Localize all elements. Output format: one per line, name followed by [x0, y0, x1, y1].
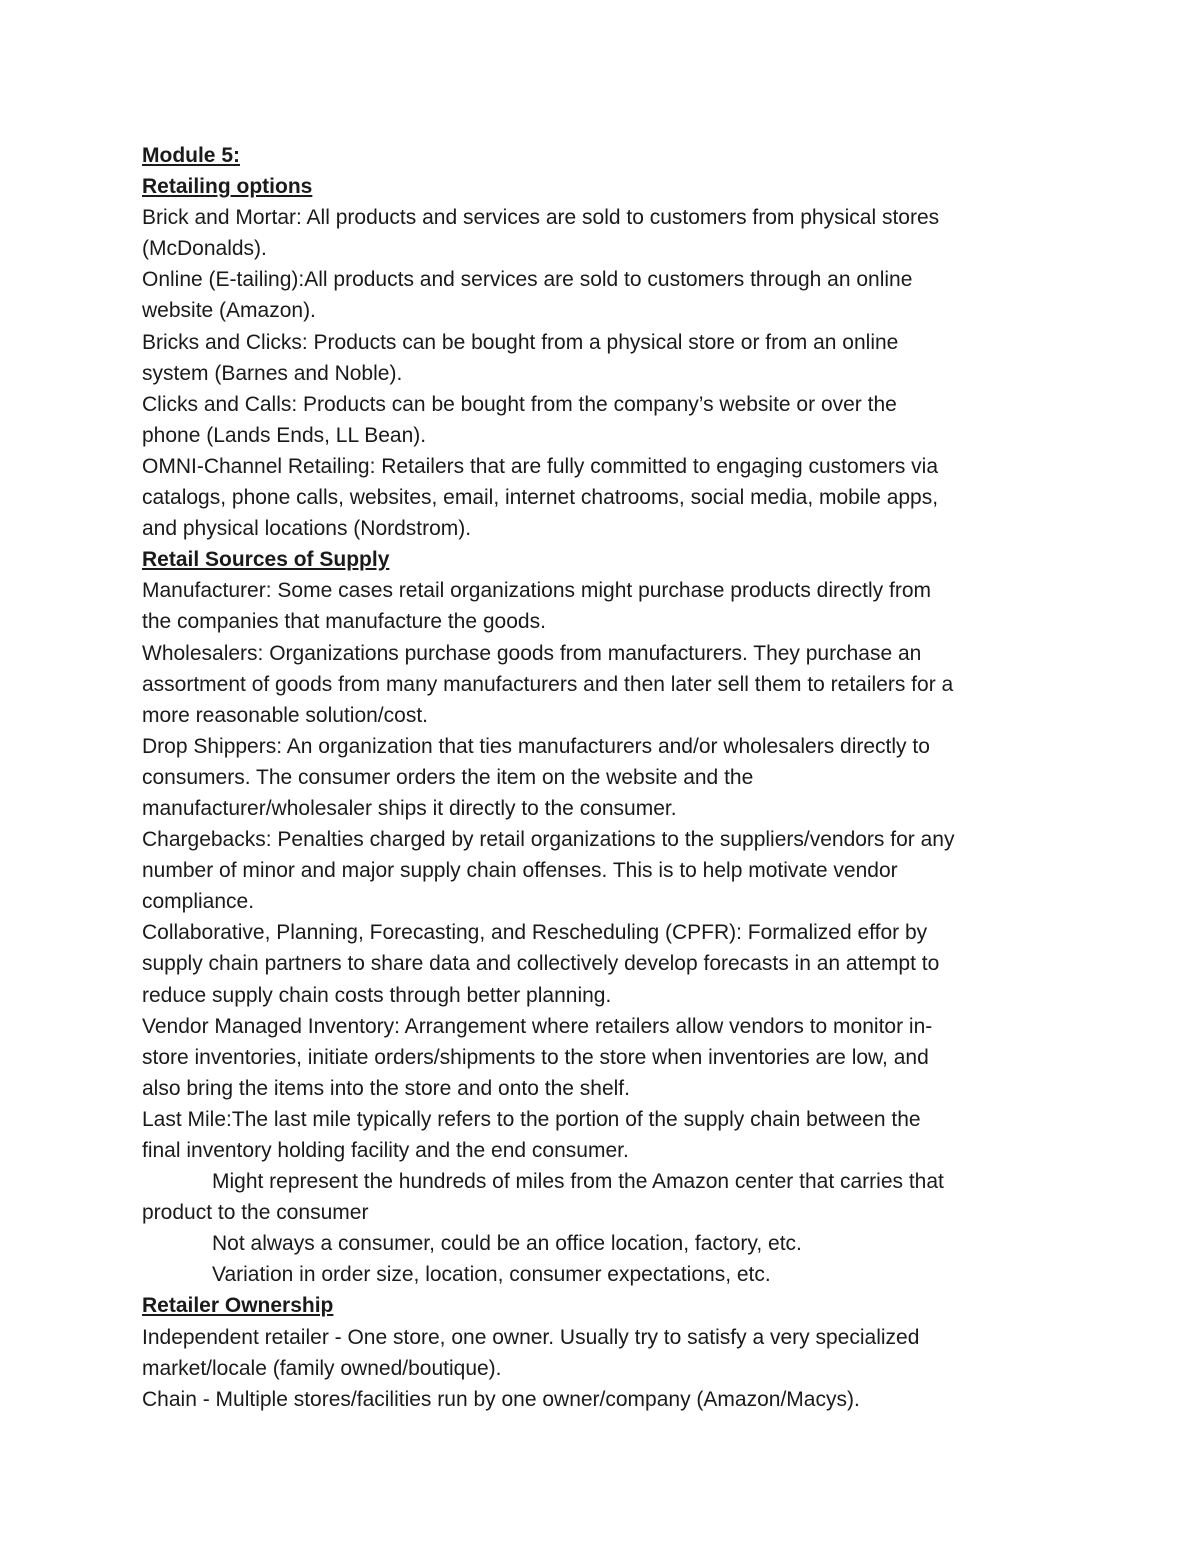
indented-text-line: Not always a consumer, could be an office location, factory, etc. [212, 1232, 802, 1256]
text-line: number of minor and major supply chain offenses. This is to help motivate vendor [142, 859, 898, 883]
text-line: more reasonable solution/cost. [142, 703, 428, 727]
text-line: product to the consumer [142, 1201, 369, 1225]
section-heading-retailer-ownership: Retailer Ownership [142, 1294, 334, 1318]
text-line: Vendor Managed Inventory: Arrangement where retailers allow vendors to monitor in- [142, 1014, 933, 1038]
text-line: assortment of goods from many manufacturers and then later sell them to retailers for a [142, 672, 954, 696]
text-line: Chargebacks: Penalties charged by retail organizations to the suppliers/vendors for any [142, 828, 955, 852]
text-line: Drop Shippers: An organization that ties manufacturers and/or wholesalers directly to [142, 734, 930, 758]
document-page [142, 140, 1062, 1415]
text-line: (McDonalds). [142, 237, 267, 261]
text-line: consumers. The consumer orders the item on the website and the [142, 765, 754, 789]
text-line: catalogs, phone calls, websites, email, internet chatrooms, social media, mobile apps, [142, 486, 939, 510]
section-heading-retail-sources-of-supply: Retail Sources of Supply [142, 548, 390, 572]
text-line: compliance. [142, 890, 255, 914]
text-line: market/locale (family owned/boutique). [142, 1356, 502, 1380]
text-line: final inventory holding facility and the end consumer. [142, 1139, 629, 1162]
text-line: also bring the items into the store and onto the shelf. [142, 1076, 630, 1100]
text-line: Collaborative, Planning, Forecasting, and Rescheduling (CPFR): Formalized effor by [142, 921, 928, 945]
text-line: Clicks and Calls: Products can be bought from the company’s website or over the [142, 392, 897, 416]
text-line: Chain - Multiple stores/facilities run by one owner/company (Amazon/Macys). [142, 1387, 860, 1411]
text-line: Independent retailer - One store, one owner. Usually try to satisfy a very specialized [142, 1325, 920, 1349]
module-title: Module 5: [142, 144, 240, 167]
section-heading-retailing-options: Retailing options [142, 175, 313, 199]
indented-text-line: Might represent the hundreds of miles from the Amazon center that carries that [212, 1170, 944, 1194]
indented-text-line: Variation in order size, location, consumer expectations, etc. [212, 1263, 771, 1287]
text-line: Wholesalers: Organizations purchase goods from manufacturers. They purchase an [142, 641, 922, 665]
text-line: Last Mile:The last mile typically refers to the portion of the supply chain between the [142, 1107, 921, 1131]
text-line: OMNI-Channel Retailing: Retailers that are fully committed to engaging customers via [142, 454, 939, 478]
text-line: system (Barnes and Noble). [142, 361, 403, 385]
text-line: and physical locations (Nordstrom). [142, 517, 472, 541]
text-line: phone (Lands Ends, LL Bean). [142, 423, 427, 447]
text-line: supply chain partners to share data and collectively develop forecasts in an attempt to [142, 952, 940, 976]
text-line: store inventories, initiate orders/shipments to the store when inventories are low, and [142, 1045, 929, 1069]
text-line: reduce supply chain costs through better planning. [142, 983, 612, 1007]
text-line: Online (E-tailing):All products and services are sold to customers through an online [142, 268, 913, 292]
text-line: website (Amazon). [142, 299, 316, 323]
text-line: Brick and Mortar: All products and services are sold to customers from physical stores [142, 206, 940, 230]
text-line: Manufacturer: Some cases retail organizations might purchase products directly from [142, 579, 932, 603]
text-line: manufacturer/wholesaler ships it directly to the consumer. [142, 796, 677, 820]
text-line: Bricks and Clicks: Products can be bought from a physical store or from an online [142, 330, 899, 354]
text-line: the companies that manufacture the goods. [142, 610, 546, 634]
